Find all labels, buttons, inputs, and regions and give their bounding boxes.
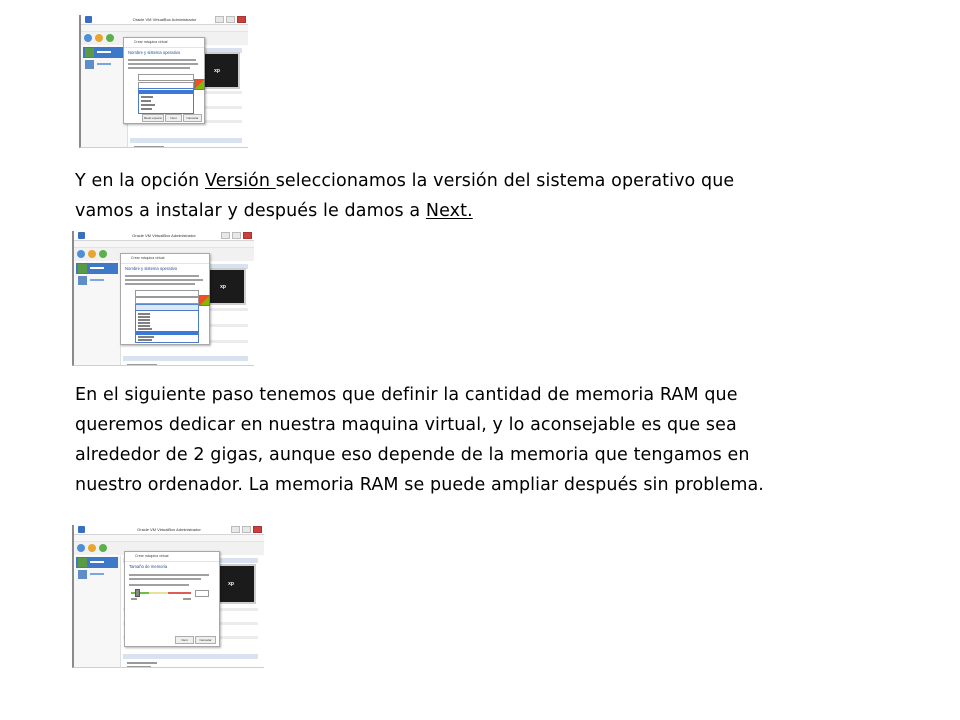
version-dropdown-list[interactable] [135, 310, 199, 343]
dialog-heading: Nombre y sistema operativo [128, 50, 181, 55]
create-vm-dialog [120, 253, 210, 345]
expert-mode-button[interactable]: Modo experto [143, 116, 163, 120]
memory-size-input[interactable] [195, 590, 209, 597]
dialog-title: Crear máquina virtual [125, 552, 219, 562]
vm-list-item [76, 263, 118, 274]
vm-list-item [83, 59, 125, 70]
start-icon [106, 34, 114, 42]
text-run: vamos a instalar y después le damos a [75, 201, 426, 221]
memory-slider-track[interactable] [131, 592, 191, 594]
text-run: Y en la opción [75, 171, 205, 191]
settings-icon [88, 250, 96, 258]
window-titlebar [74, 231, 254, 241]
window-title: Oracle VM VirtualBox Administrador [137, 527, 201, 532]
screenshot-memory-size [72, 525, 264, 668]
dialog-title: Crear máquina virtual [121, 254, 209, 264]
vm-list [74, 556, 121, 667]
new-vm-icon [84, 34, 92, 42]
os-type-icon [194, 79, 205, 90]
screenshot-select-version [72, 231, 254, 366]
paragraph-line: nuestro ordenador. La memoria RAM se puede ampliar después sin problema. [75, 475, 764, 495]
vm-list [81, 46, 128, 147]
new-vm-icon [77, 250, 85, 258]
window-title: Oracle VM VirtualBox Administrador [132, 233, 196, 238]
window-controls [221, 232, 252, 238]
cancel-button[interactable]: Cancelar [195, 636, 216, 644]
menu-bar [81, 25, 248, 32]
window-controls [215, 16, 246, 22]
version-dropdown-list[interactable] [138, 88, 194, 114]
paragraph-line: En el siguiente paso tenemos que definir la cantidad de memoria RAM que [75, 385, 738, 405]
paragraph-line: queremos dedicar en nuestra maquina virtual, y lo aconsejable es que sea [75, 415, 737, 435]
start-icon [99, 544, 107, 552]
settings-icon [95, 34, 103, 42]
window-controls [231, 526, 262, 532]
name-field[interactable] [138, 74, 194, 81]
virtualbox-logo-icon [85, 16, 92, 23]
next-button[interactable]: Next [175, 636, 194, 644]
memory-slider-knob[interactable] [135, 589, 140, 597]
settings-icon [88, 544, 96, 552]
window-titlebar [74, 525, 264, 535]
vm-list [74, 262, 121, 365]
dialog-heading: Tamaño de memoria [129, 564, 168, 569]
vm-list-item [83, 47, 125, 58]
new-vm-icon [77, 544, 85, 552]
paragraph-line [75, 196, 734, 226]
window-title: Oracle VM VirtualBox Administrador [132, 17, 197, 22]
menu-bar [74, 535, 264, 542]
start-icon [99, 250, 107, 258]
screenshot-create-vm-type [79, 15, 248, 148]
name-field[interactable] [135, 290, 199, 297]
virtualbox-logo-icon [78, 526, 85, 533]
paragraph-line [75, 166, 734, 196]
text-run: seleccionamos la versión del sistema operativo que [275, 171, 735, 191]
vm-preview: xp [206, 564, 256, 604]
os-type-icon [199, 295, 210, 306]
next-option-link: Next. [425, 201, 473, 221]
vm-preview: xp [194, 52, 240, 89]
vm-list-item [76, 275, 118, 286]
virtualbox-logo-icon [78, 232, 85, 239]
vm-list-item [76, 557, 118, 568]
version-option-link: Versión [204, 171, 276, 191]
next-button[interactable]: Next [165, 114, 182, 122]
dialog-heading: Nombre y sistema operativo [125, 266, 178, 271]
create-vm-dialog [123, 37, 205, 124]
cancel-button[interactable]: Cancelar [183, 114, 202, 122]
menu-bar [74, 241, 254, 248]
dialog-title: Crear máquina virtual [124, 38, 204, 48]
vm-preview: xp [200, 268, 246, 305]
instruction-paragraph-version [75, 166, 734, 226]
type-select[interactable] [135, 297, 199, 304]
window-titlebar [81, 15, 248, 25]
vm-list-item [76, 569, 118, 580]
instruction-paragraph-memory [75, 380, 764, 500]
create-vm-dialog [124, 551, 220, 647]
paragraph-line: alrededor de 2 gigas, aunque eso depende de la memoria que tengamos en [75, 445, 750, 465]
